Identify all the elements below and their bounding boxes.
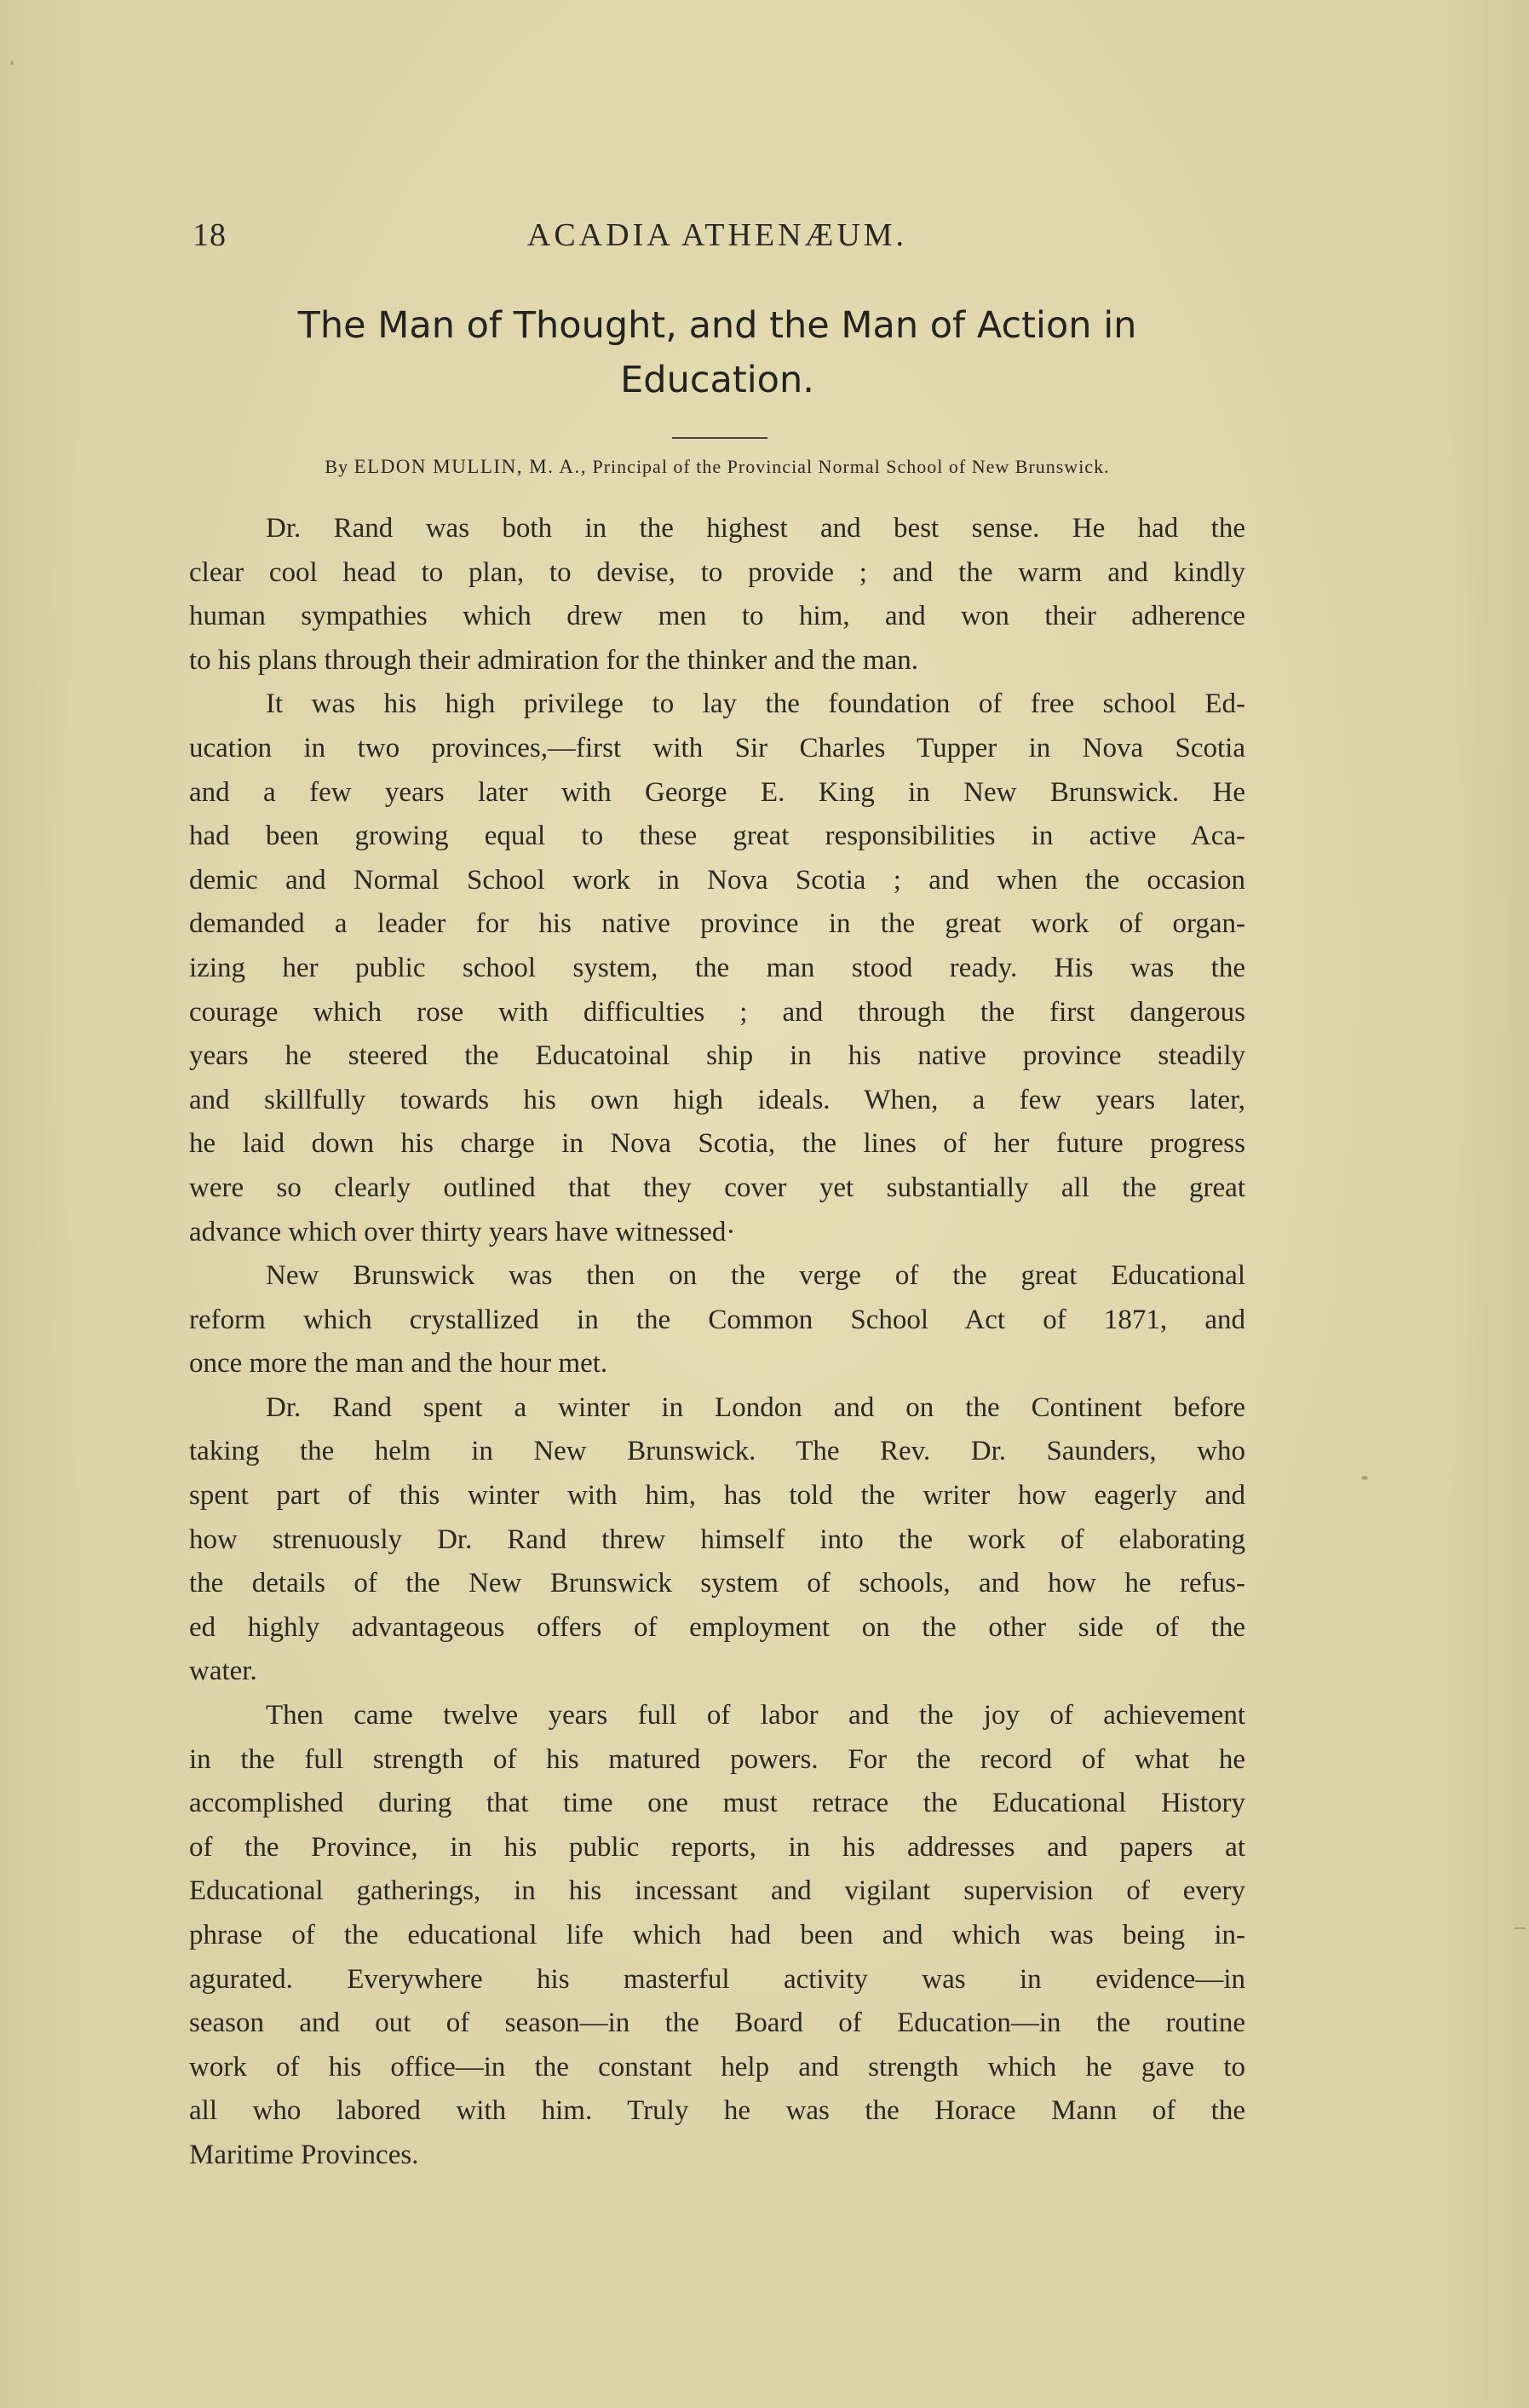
paragraph [189, 1386, 1245, 1694]
article-title [189, 298, 1245, 407]
paragraph-line: courage which rose with difficulties ; and through the first dangerous [189, 996, 1245, 1028]
paragraph-line: he laid down his charge in Nova Scotia, the lines of her future progress [189, 1128, 1245, 1160]
article-title-line-1: The Man of Thought, and the Man of Action in [297, 304, 1137, 347]
byline-author: ELDON MULLIN, M. A., [354, 456, 587, 477]
paragraph-line: once more the man and the hour met. [189, 1348, 608, 1380]
paragraph-line: demic and Normal School work in Nova Scotia ; and when the occasion [189, 864, 1245, 896]
paragraph-line: spent part of this winter with him, has told the writer how eagerly and [189, 1480, 1245, 1512]
paragraph-line: to his plans through their admiration for the thinker and the man. [189, 644, 918, 676]
running-head [189, 216, 1245, 259]
paper-speck [10, 61, 14, 65]
paragraph-line: taking the helm in New Brunswick. The Rev. Dr. Saunders, who [189, 1436, 1245, 1467]
paragraph-line: and skillfully towards his own high ideals. When, a few years later, [189, 1084, 1245, 1115]
paragraph-line: New Brunswick was then on the verge of the great Educational [266, 1260, 1245, 1292]
paragraph-line: Educational gatherings, in his incessant and vigilant supervision of every [189, 1875, 1245, 1907]
paragraph-line: season and out of season—in the Board of Education—in the routine [189, 2008, 1245, 2039]
paragraph-line: reform which crystallized in the Common School Act of 1871, and [189, 1304, 1245, 1335]
paragraph-line: Then came twelve years full of labor and the joy of achievement [266, 1700, 1245, 1731]
paragraph [189, 507, 1245, 683]
paper-speck [1514, 1927, 1526, 1929]
paragraph-line: ed highly advantageous offers of employment on the other side of the [189, 1611, 1245, 1643]
paragraph-line: advance which over thirty years have witnessed· [189, 1216, 736, 1247]
paragraph-line: how strenuously Dr. Rand threw himself into the work of elaborating [189, 1524, 1245, 1555]
paragraph-line: Dr. Rand was both in the highest and best sense. He had the [266, 513, 1245, 544]
page-number: 18 [193, 217, 227, 253]
byline-prefix: By [325, 456, 354, 477]
title-divider [672, 437, 767, 439]
paragraph-line: ucation in two provinces,—first with Sir Charles Tupper in Nova Scotia [189, 732, 1245, 763]
paragraph-line: in the full strength of his matured powers. For the record of what he [189, 1743, 1245, 1775]
paragraph-line: human sympathies which drew men to him, and won their adherence [189, 601, 1245, 632]
paper-speck [1361, 1476, 1368, 1480]
paragraph-line: Dr. Rand spent a winter in London and on the Continent before [266, 1391, 1245, 1423]
paragraph-line: izing her public school system, the man stood ready. His was the [189, 952, 1245, 983]
paragraph-line: demanded a leader for his native province in the great work of organ- [189, 908, 1245, 940]
paragraph [189, 1694, 1245, 2178]
paragraph-line: accomplished during that time one must retrace the Educational History [189, 1788, 1245, 1819]
paragraph-line: years he steered the Educatoinal ship in his native province steadily [189, 1040, 1245, 1072]
paragraph-line: work of his office—in the constant help and strength which he gave to [189, 2051, 1245, 2083]
paragraph-line: were so clearly outlined that they cover yet substantially all the great [189, 1172, 1245, 1203]
paragraph-line: agurated. Everywhere his masterful activity was in evidence—in [189, 1963, 1245, 1995]
paragraph-line: phrase of the educational life which had been and which was being in- [189, 1920, 1245, 1950]
paragraph-line: Maritime Provinces. [189, 2139, 419, 2170]
paragraph [189, 1254, 1245, 1386]
article-title-line-2: Education. [620, 359, 814, 401]
journal-name: ACADIA ATHENÆUM. [526, 217, 908, 253]
paragraph-line: the details of the New Brunswick system of schools, and how he refus- [189, 1568, 1245, 1599]
paragraph-line: of the Province, in his public reports, in his addresses and papers at [189, 1831, 1245, 1863]
paragraph-line: all who labored with him. Truly he was the Horace Mann of the [189, 2095, 1245, 2127]
paragraph-line: clear cool head to plan, to devise, to provide ; and the warm and kindly [189, 556, 1245, 588]
paragraph-line: water. [189, 1656, 257, 1687]
byline [189, 456, 1245, 478]
paragraph [189, 683, 1245, 1254]
paragraph-line: It was his high privilege to lay the foundation of free school Ed- [266, 688, 1245, 720]
document-page [189, 0, 1245, 2408]
article-body [189, 507, 1245, 2178]
byline-role: Principal of the Provincial Normal School of New Brunswick. [587, 456, 1110, 477]
paragraph-line: had been growing equal to these great responsibilities in active Aca- [189, 821, 1245, 852]
paragraph-line: and a few years later with George E. King in New Brunswick. He [189, 776, 1245, 808]
